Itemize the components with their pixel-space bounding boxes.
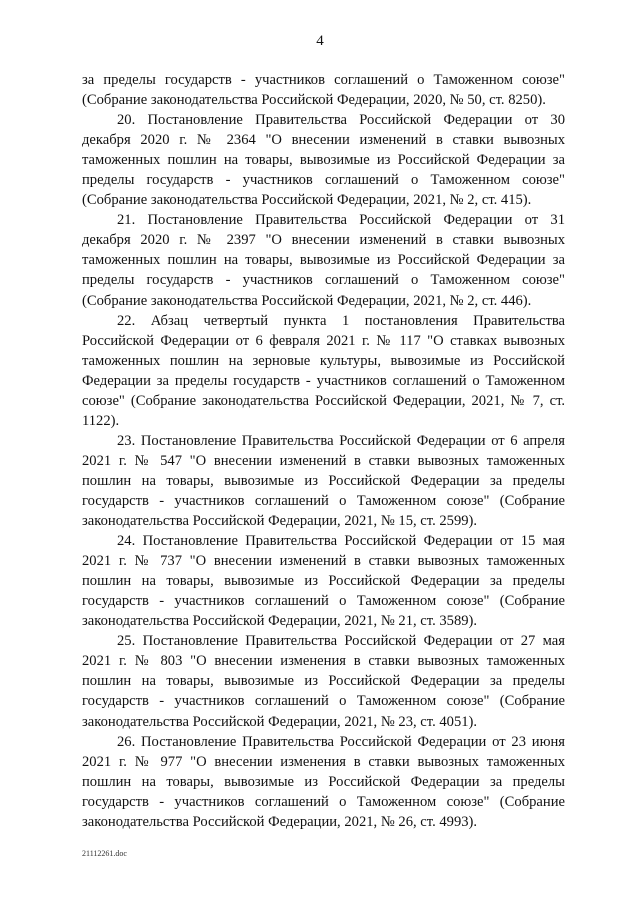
paragraph-item-23: 23. Постановление Правительства Российской Федерации от 6 апреля 2021 г. № 547 "О внесении изменений в ставки вывозных таможенных пошлин на товары, вывозимые из Российской Федерации за пределы государств - участников соглашений о Таможенном союзе" (Собрание законодательства Российской Федерации, 2021, № 15, ст. 2599). [82, 432, 565, 530]
paragraph-item-21: 21. Постановление Правительства Российской Федерации от 31 декабря 2020 г. № 2397 "О внесении изменений в ставки вывозных таможенных пошлин на товары, вывозимые из Российской Федерации за пределы государств - участников соглашений о Таможенном союзе" (Собрание законодательства Российской Федерации, 2021, № 2, ст. 446). [82, 212, 565, 309]
paragraph-item-26: 26. Постановление Правительства Российской Федерации от 23 июня 2021 г. № 977 "О внесении изменения в ставки вывозных таможенных пошлин на товары, вывозимые из Российской Федерации за пределы государств - участников соглашений о Таможенном союзе" (Собрание законодательства Российской Федерации, 2021, № 26, ст. 4993). [82, 733, 565, 830]
document-body [82, 70, 565, 832]
paragraph-continuation: за пределы государств - участников соглашений о Таможенном союзе" (Собрание законодательства Российской Федерации, 2020, № 50, ст. 8250). [82, 72, 565, 109]
paragraph-item-24: 24. Постановление Правительства Российской Федерации от 15 мая 2021 г. № 737 "О внесении изменений в ставки вывозных таможенных пошлин на товары, вывозимые из Российской Федерации за пределы государств - участников соглашений о Таможенном союзе" (Собрание законодательства Российской Федерации, 2021, № 21, ст. 3589). [82, 533, 565, 630]
paragraph-item-22: 22. Абзац четвертый пункта 1 постановления Правительства Российской Федерации от 6 февраля 2021 г. № 117 "О ставках вывозных таможенных пошлин на зерновые культуры, вывозимые из Российской Федерации за пределы государств - участников соглашений о Таможенном союзе" (Собрание законодательства Российской Федерации, 2021, № 7, ст. 1122). [82, 312, 565, 429]
paragraph-item-20: 20. Постановление Правительства Российской Федерации от 30 декабря 2020 г. № 2364 "О внесении изменений в ставки вывозных таможенных пошлин на товары, вывозимые из Российской Федерации за пределы государств - участников соглашений о Таможенном союзе" (Собрание законодательства Российской Федерации, 2021, № 2, ст. 415). [82, 112, 565, 209]
document-file-code: 21112261.doc [82, 849, 127, 858]
paragraph-item-25: 25. Постановление Правительства Российской Федерации от 27 мая 2021 г. № 803 "О внесении изменения в ставки вывозных таможенных пошлин на товары, вывозимые из Российской Федерации за пределы государств - участников соглашений о Таможенном союзе" (Собрание законодательства Российской Федерации, 2021, № 23, ст. 4051). [82, 633, 565, 730]
page-number: 4 [316, 33, 324, 49]
